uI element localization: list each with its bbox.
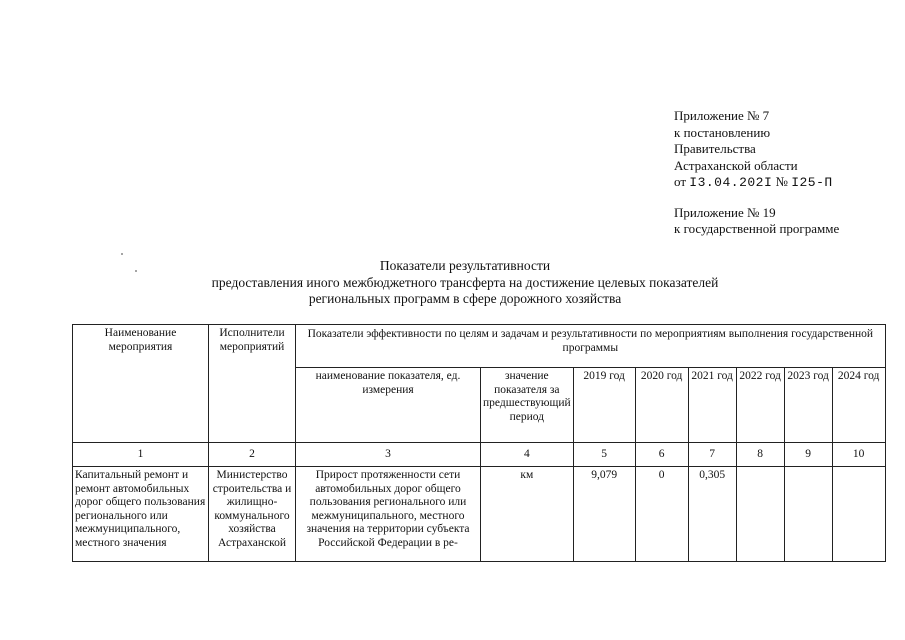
column-number: 1 <box>73 443 209 467</box>
column-number: 2 <box>209 443 296 467</box>
cell-2023 <box>784 467 832 562</box>
appendix-line: Приложение № 7 <box>674 108 770 123</box>
header-year-2022: 2022 год <box>736 368 784 443</box>
header-indicators-group: Показатели эффективности по целям и задачам и результативности по мероприятиям выполнения государственной программы <box>296 325 886 368</box>
appendix-date: I3.04.202I <box>689 175 773 190</box>
scan-speck <box>121 253 123 255</box>
appendix-date-prefix: от <box>674 174 687 189</box>
column-number: 10 <box>832 443 885 467</box>
cell-2022 <box>736 467 784 562</box>
appendix-number-label: № <box>775 174 788 189</box>
column-number: 7 <box>688 443 736 467</box>
header-year-2023: 2023 год <box>784 368 832 443</box>
column-number: 9 <box>784 443 832 467</box>
appendix-line: Приложение № 19 <box>674 204 776 220</box>
column-number: 5 <box>573 443 635 467</box>
cell-unit: км <box>481 467 574 562</box>
appendix-date-line <box>674 174 839 192</box>
column-number: 4 <box>481 443 574 467</box>
header-indicator-name: наименование показателя, ед. измерения <box>296 368 481 443</box>
cell-2021: 0,305 <box>688 467 736 562</box>
column-number: 3 <box>296 443 481 467</box>
document-title <box>70 258 860 308</box>
appendix-number: I25-П <box>791 175 833 190</box>
header-measure: Наименование мероприятия <box>73 325 209 443</box>
header-year-2024: 2024 год <box>832 368 885 443</box>
cell-indicator: Прирост протяженности сети автомобильных дорог общего пользования регионального или межмуниципального, местного значения на территории субъекта Российской Федерации в ре- <box>296 467 481 562</box>
header-year-2021: 2021 год <box>688 368 736 443</box>
cell-2024 <box>832 467 885 562</box>
cell-2019: 9,079 <box>573 467 635 562</box>
header-executors: Исполнители мероприятий <box>209 325 296 443</box>
appendix-line: к государственной программе <box>674 221 840 236</box>
cell-executor: Министерство строительства и жилищно-коммунального хозяйства Астраханской <box>209 467 296 562</box>
title-line: предоставления иного межбюджетного трансферта на достижение целевых показателей <box>211 274 719 290</box>
table-row <box>73 467 886 562</box>
column-number: 6 <box>635 443 688 467</box>
appendix-line: к постановлению <box>674 124 771 140</box>
indicators-table <box>72 324 886 562</box>
column-number: 8 <box>736 443 784 467</box>
header-year-2020: 2020 год <box>635 368 688 443</box>
column-numbers-row <box>73 443 886 467</box>
title-line: Показатели результативности <box>379 258 551 273</box>
title-line: региональных программ в сфере дорожного хозяйства <box>308 291 622 306</box>
cell-2020: 0 <box>635 467 688 562</box>
appendix-line: Астраханской области <box>674 157 798 173</box>
cell-measure: Капитальный ремонт и ремонт автомобильных дорог общего пользования регионального или межмуниципального, местного значения <box>73 467 209 562</box>
appendix-line: Правительства <box>674 141 756 156</box>
header-year-2019: 2019 год <box>573 368 635 443</box>
header-prior-value: значение показателя за предшествующий период <box>481 368 574 443</box>
appendix-block <box>674 108 839 238</box>
